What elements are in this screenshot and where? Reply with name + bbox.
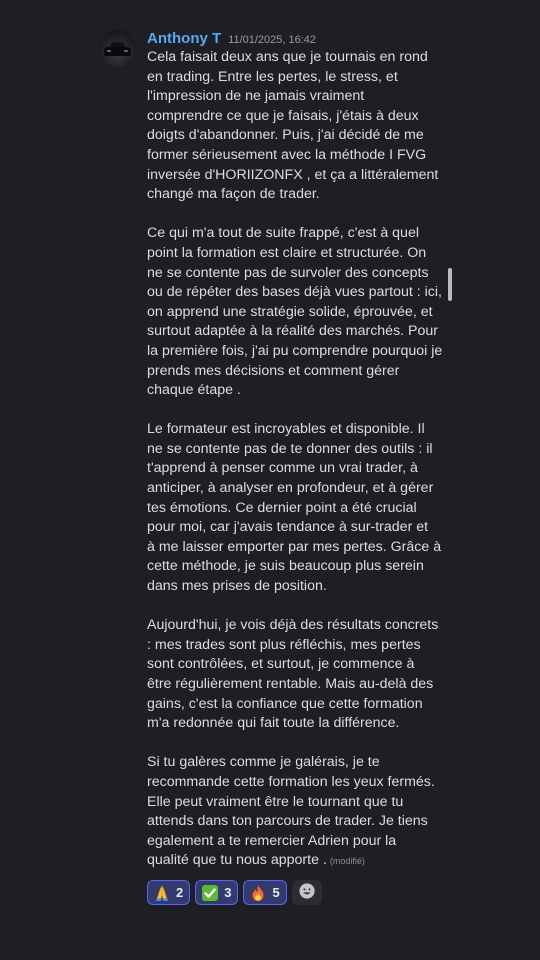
message-line: prends mes décisions et comment gérer <box>147 362 400 379</box>
message-line: recommande cette formation les yeux fermés. <box>147 773 435 790</box>
message-line: tes émotions. Ce dernier point a été crucial <box>147 499 417 516</box>
reaction-count: 3 <box>224 885 232 900</box>
message-line: Ce qui m'a tout de suite frappé, c'est à quel <box>147 225 419 242</box>
message-paragraph <box>147 224 452 400</box>
message-line: on apprend une stratégie solide, éprouvée, et <box>147 303 433 320</box>
message-line: ou de répéter des bases déjà vues partout : ici, <box>147 284 442 301</box>
message-line: t'apprend à penser comme un vrai trader, à <box>147 460 418 477</box>
message-line: la première fois, j'ai pu comprendre pourquoi je <box>147 342 443 359</box>
edited-label: (modifié) <box>329 856 365 867</box>
smiley-add-reaction-icon <box>298 882 316 904</box>
message-paragraph <box>147 48 452 205</box>
reaction-count: 2 <box>176 885 184 900</box>
add-reaction-button[interactable] <box>292 880 322 905</box>
message-line: sont contrôlées, et surtout, je commence à <box>147 656 415 673</box>
message-line: ne se contente pas de survoler des concepts <box>147 264 429 281</box>
reaction-folded-hands[interactable] <box>147 880 190 905</box>
reaction-check-mark[interactable] <box>195 880 238 905</box>
message-timestamp: 11/01/2025, 16:42 <box>228 34 317 46</box>
check-mark-button-icon <box>201 884 219 902</box>
reaction-fire[interactable] <box>243 880 286 905</box>
message-line: dans mes prises de position. <box>147 578 327 595</box>
message-line: à me laisser emporter par mes pertes. Grâce à <box>147 538 442 555</box>
message-line: Cela faisait deux ans que je tournais en rond <box>147 49 428 65</box>
message-paragraph <box>147 753 452 872</box>
message-line: point la formation est claire et structurée. On <box>147 244 427 261</box>
message-line: inversée d'HORIIZONFX , et ça a littéralement <box>147 166 439 183</box>
reactions-bar <box>147 880 322 907</box>
message-line: egalement a te remercier Adrien pour la <box>147 832 397 849</box>
message-content <box>147 48 452 892</box>
message-header <box>147 28 316 48</box>
message-line: pour moi, car j'avais tendance à sur-trader et <box>147 519 429 536</box>
folded-hands-icon <box>153 884 171 902</box>
reaction-count: 5 <box>272 885 280 900</box>
message-line: m'a redonnée qui fait toute la différence. <box>147 715 400 732</box>
message-line: être régulièrement rentable. Mais au-delà des <box>147 676 434 692</box>
message-line: gains, c'est la confiance que cette formation <box>147 695 423 712</box>
author-name[interactable]: Anthony T <box>147 30 222 47</box>
avatar-car-light-left <box>107 50 111 52</box>
scrollbar-thumb[interactable] <box>448 268 452 301</box>
message-line: Si tu galères comme je galérais, je te <box>147 754 380 771</box>
message-paragraph <box>147 616 452 734</box>
avatar[interactable] <box>99 30 136 67</box>
message-line: chaque étape . <box>147 382 241 399</box>
message-line: doigts d'abandonner. Puis, j'ai décidé de me <box>147 127 424 144</box>
message-line: cette méthode, je suis beaucoup plus serein <box>147 558 424 575</box>
message-line: surtout adaptée à la réalité des marchés. Pour <box>147 323 439 340</box>
avatar-car-light-right <box>124 50 128 52</box>
message-line: Le formateur est incroyables et disponible. Il <box>147 421 425 438</box>
fire-icon <box>249 884 267 902</box>
message-line: en trading. Entre les pertes, le stress, et <box>147 68 398 85</box>
message-line: ne se contente pas de te donner des outils : il <box>147 440 433 457</box>
message-line: attends dans ton parcours de trader. Je tiens <box>147 813 428 830</box>
message-line <box>147 851 452 872</box>
message-line: Aujourd'hui, je vois déjà des résultats concrets <box>147 617 439 634</box>
message-paragraph <box>147 420 452 596</box>
message-line: Elle peut vraiment être le tournant que tu <box>147 793 404 810</box>
message-line: comprendre ce que je faisais, j'étais à deux <box>147 107 419 124</box>
message-line: changé ma façon de trader. <box>147 186 320 203</box>
message-line: former sérieusement avec la méthode I FVG <box>147 146 427 163</box>
message-line: : mes trades sont plus réfléchis, mes pertes <box>147 636 421 653</box>
message-line: l'impression de ne jamais vraiment <box>147 88 365 105</box>
message-line-text: qualité que tu nous apporte . <box>147 852 327 869</box>
message-line: anticiper, à analyser en profondeur, et à gérer <box>147 480 434 497</box>
